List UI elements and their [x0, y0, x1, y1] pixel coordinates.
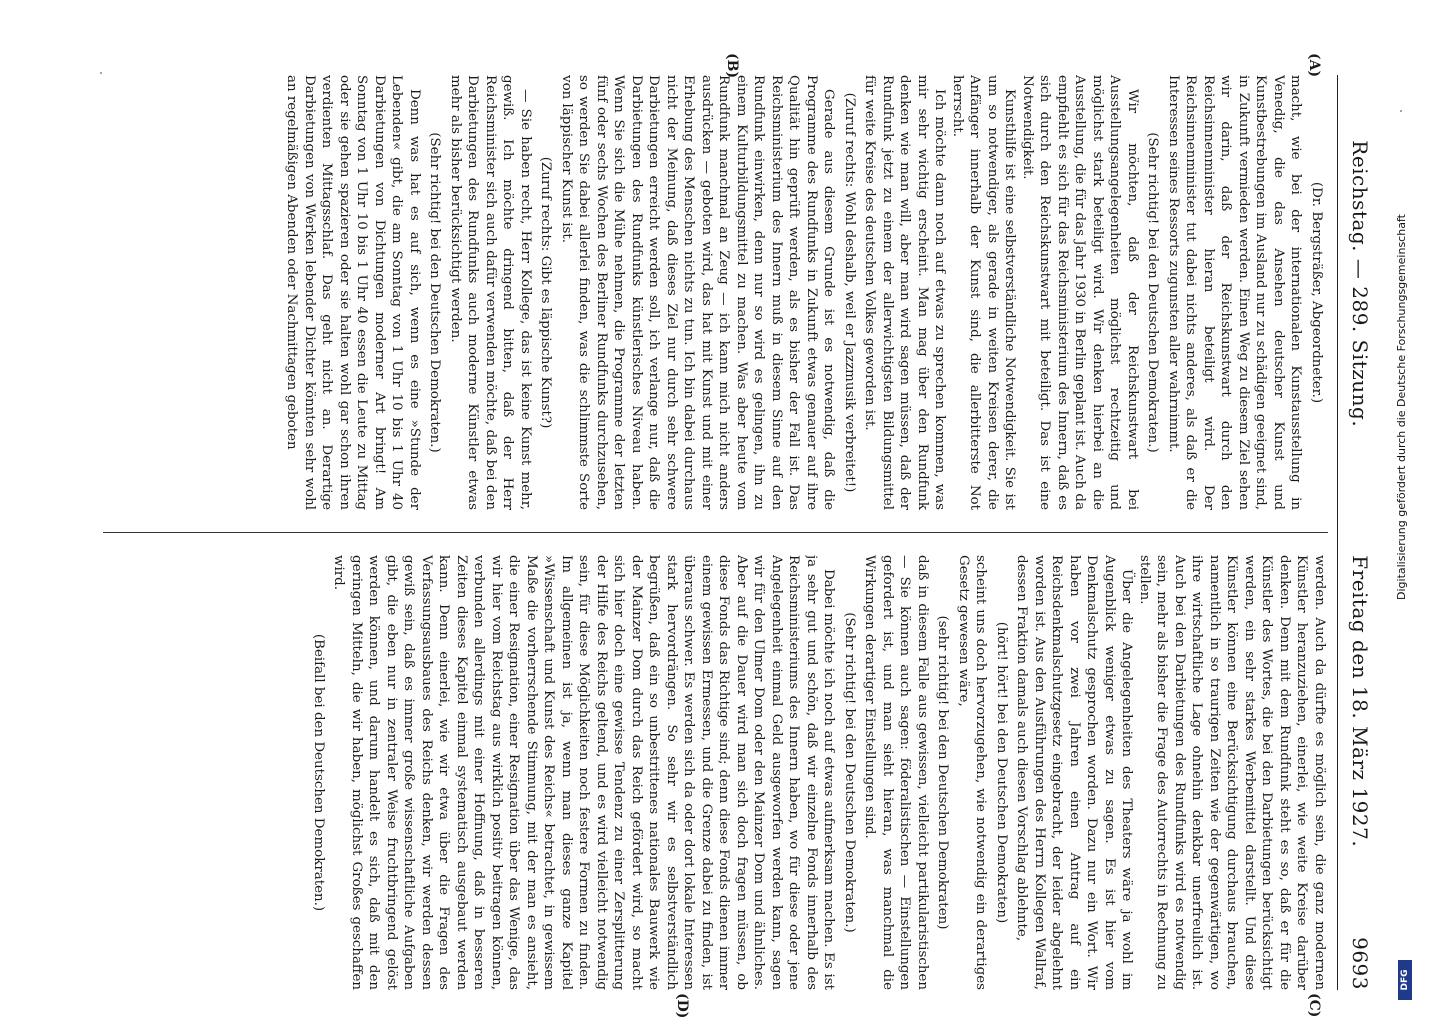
column-divider — [103, 532, 1328, 533]
paragraph: Denn was hat es auf sich, wenn es eine »Stunde der Lebenden« gibt, die am Sonntag von 1 Uhr 10 bis 1 Uhr 40 Darbietungen von Dichtungen moderner Art bringt! Am Sonntag von 1 Uhr 10 bis 1 Uhr 40 essen die Leute zu Mittag oder sie gehen spazieren oder sie halten wohl gar schon ihren verdienten Mittagsschlaf. Das geht nicht an. Derartige Darbietungen von Werken lebender Dichter könnten sehr wohl an regelmäßigen Abenden oder Nachmittagen geboten — [284, 75, 422, 510]
margin-marker-d: (D) — [674, 993, 690, 1018]
right-column — [103, 555, 1328, 990]
left-column — [103, 75, 1328, 510]
paragraph: scheint uns doch hervorzugehen, wie notwendig ein derartiges Gesetz gewesen wäre, — [956, 555, 989, 990]
paragraph: macht, wie bei der internationalen Kunstausstellung in Venedig, die das Ansehen deutscher Kunst und Kunstbestrebungen im Ausland nur zu schädigen geeignet sind, in Zukunft vermieden werden. Einen Weg zu diesem Ziel sehen wir darin, daß der Reichskunstwart durch den Reichsinnenminister hieran beteiligt wird. Der Reichsinnenminister tut dabei nichts anderes, als daß er die Interessen seines Ressorts zugunsten aller wahrnimmt. — [1166, 75, 1304, 510]
paragraph: Kunsthilfe ist eine selbstverständliche Notwendigkeit. Sie ist um so notwendiger, als gerade in weiten Kreisen derer, die Anfänger innerhalb der Kunst sind, die allerbitterste Not herrscht. — [950, 75, 1018, 510]
header-date: Freitag den 18. März 1927. — [1348, 555, 1372, 848]
paragraph: Gerade aus diesem Grunde ist es notwendig, daß die Programme des Rundfunks in Zukunft etwas genauer auf ihre Qualität hin geprüft werden, als es bisher der Fall ist. Das Reichsministerium des Innern muß in diesem Sinne auf den Rundfunk einwirken, denn nur so wird es gelingen, ihn zu einem Kulturbildungsmittel zu machen. Was aber heute vom Rundfunk manchmal an Zeug — ich kann mich nicht anders ausdrücken — geboten wird, das hat mit Kunst und mit einer Erhebung des Menschen nichts zu tun. Ich bin dabei durchaus nicht der Meinung, daß dieses Ziel nur durch sehr schwere Darbietungen erreicht werden soll, ich verlange nur, daß die Darbietungen des Rundfunks künstlerisches Niveau haben. Wenn Sie sich die Mühe nehmen, die Programme der letzten fünf oder sechs Wochen des Berliner Rundfunks durchzusehen, so werden Sie dabei allerlei finden, was die schlimmste Sorte von läppischer Kunst ist. — [559, 75, 837, 510]
digitization-credit: Digitalisierung gefördert durch die Deutsche Forschungsgemeinschaft — [1395, 214, 1408, 600]
interjection: (Zuruf rechts: Wohl deshalb, weil er Jazzmusik verbreitet!) — [842, 92, 857, 493]
header-session: Reichstag. — 289. Sitzung. — [1348, 140, 1372, 428]
scan-speck — [100, 72, 102, 74]
margin-marker-c: (C) — [1306, 993, 1322, 1018]
interjection: (Zuruf rechts: Gibt es läppische Kunst?) — [538, 156, 554, 429]
paragraph: Ich möchte dann noch auf etwas zu sprechen kommen, was mir sehr wichtig erscheint. Man mag über den Rundfunk denken wie man will, aber man wird sagen müssen, daß der Rundfunk jetzt zu einem der allerwichtigsten Bildungsmittel für weite Kreise des deutschen Volkes geworden ist. — [862, 75, 948, 510]
interjection: (Sehr richtig! bei den Deutschen Demokraten.) — [1145, 132, 1161, 453]
header-rule — [1337, 75, 1338, 990]
margin-marker-a: (A) — [1306, 53, 1322, 78]
paragraph: Dabei möchte ich noch auf etwas aufmerksam machen. Es ist ja sehr gut und schön, daß wir einzelne Fonds innerhalb des Reichsministeriums des Innern haben, wo für diese oder jene Angelegenheit einmal Geld ausgeworfen werden kann, sagen wir für den Ulmer Dom oder den Mainzer Dom und ähnliches. Aber auf die Dauer wird man sich doch fragen müssen, ob diese Fonds das Richtige sind; denn diese Fonds dienen immer einem gewissen Ermessen, und die Grenze dabei zu finden, ist überaus schwer. Es werden sich da oder dort lokale Interessen stark hervordrängen. So sehr wir es selbstverständlich begrüßen, daß ein so unbestrittenes nationales Bauwerk wie der Mainzer Dom durch das Reich gefördert wird, so macht sich hier doch eine gewisse Tendenz zu einer Zersplitterung der Hilfe des Reichs geltend, und es wird vielleicht notwendig sein, für diese Möglichkeiten noch festere Formen zu finden. Im allgemeinen ist ja, wenn man dieses ganze Kapitel »Wissenschaft und Kunst des Reichs« betrachtet, in gewissem Maße die vorherrschende Stimmung, mit der man es ansieht, die einer Resignation, einer Resignation über das Wenige, das wir hier vom Reichstag aus wirklich positiv beitragen können, verbunden allerdings mit einer Hoffnung, daß in besseren Zeiten dieses Kapitel einmal systematisch ausgebaut werden kann. Denn einerlei, wie wir etwa über die Fragen des Verfassungsausbaues des Reichs denken, wir werden dessen gewiß sein, daß es immer große wissenschaftliche Aufgaben gibt, die eben nur in zentraler Weise fruchtbringend gelöst werden können, und darum handelt es sich, daß mit den geringen Mitteln, die wir haben, möglichst Großes geschaffen wird. — [331, 555, 837, 990]
paragraph: werden. Auch da dürfte es möglich sein, die ganz modernen Künstler heranzuziehen, einerlei, wie weite Kreise darüber denken. Denn mit dem Rundfunk steht es so, daß er für die Künstler des Wortes, die bei den Darbietungen berücksichtigt werden, ein sehr starkes Werbemittel darstellt. Und diese Künstler können eine Berücksichtigung durchaus brauchen, namentlich in so traurigen Zeiten wie der gegenwärtigen, wo ihre wirtschaftliche Lage ohnehin denkbar unerfreulich ist. Auch bei den Darbietungen des Rundfunks wird es notwendig sein, mehr als bisher die Frage des Autorrechts in Rechnung zu stellen. — [1137, 555, 1327, 990]
paragraph: — Sie haben recht, Herr Kollege, das ist keine Kunst mehr, gewiß. Ich möchte dringend bitten, daß der Herr Reichsminister sich auch dafür verwenden möchte, daß bei den Darbietungen des Rundfunks auch moderne Künstler etwas mehr als bisher berücksichtigt werden. — [448, 75, 533, 510]
interjection: (Beifall bei den Deutschen Demokraten.) — [311, 633, 326, 912]
paragraph: Wir möchten, daß der Reichskunstwart bei Ausstellungsangelegenheiten möglichst rechtzeitig und möglichst stark beteiligt wird. Wir denken hierbei an die Ausstellung, die für das Jahr 1930 in Berlin geplant ist. Auch da empfiehlt es sich für das Reichsministerium des Innern, daß es sich durch den Reichskunstwart mit beteiligt. Das ist eine Notwendigkeit. — [1020, 75, 1140, 510]
interjection: (sehr richtig! bei den Deutschen Demokraten) — [935, 615, 951, 930]
paragraph: Über die Angelegenheiten des Theaters wäre ja wohl im Augenblick weniger etwas zu sagen. Es ist hier vom Denkmalschutz gesprochen worden. Dazu nur ein Wort. Wir haben vor zwei Jahren einen Antrag auf ein Reichsdenkmalschutzgesetz eingebracht, der leider abgelehnt worden ist. Aus den Ausführungen des Herrn Kollegen Wallraf, dessen Fraktion damals auch diesen Vorschlag ablehnte, — [1014, 555, 1135, 990]
speaker-line: (Dr. Bergsträßer, Abgeordneter.) — [1309, 181, 1324, 404]
interjection: (Sehr richtig! bei den Deutschen Demokraten.) — [842, 612, 857, 933]
interjection: (hört! hört! bei den Deutschen Demokraten) — [994, 621, 1009, 924]
page-number: 9693 — [1348, 937, 1372, 990]
scan-speck — [1400, 110, 1402, 112]
margin-marker-b: (B) — [724, 53, 740, 79]
paragraph: daß in diesem Falle aus gewissen, vielleicht partikularistischen — Sie können auch sagen: föderalistischen — Einstellungen gefordert ist, und man sieht hieran, was manchmal die Wirkungen derartiger Einstellungen sind. — [862, 555, 930, 990]
page-header — [1340, 75, 1380, 990]
dfg-logo: DFG — [1398, 960, 1412, 1000]
interjection: (Sehr richtig! bei den Deutschen Demokraten.) — [427, 132, 443, 453]
rotated-document-page — [90, 53, 1380, 1018]
